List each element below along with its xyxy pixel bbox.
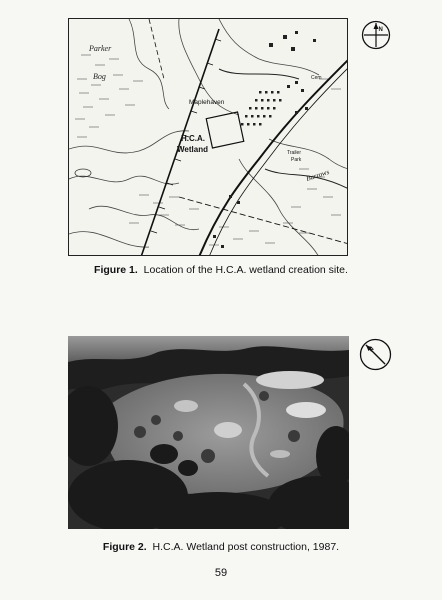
map-label-maplehaven: Maplehaven bbox=[189, 99, 225, 106]
boundary-line bbox=[179, 197, 348, 244]
contour-line bbox=[89, 206, 199, 230]
map-label-hca: H.C.A. bbox=[181, 134, 205, 143]
map-label-park: Park bbox=[291, 157, 302, 163]
figure2-caption-text: H.C.A. Wetland post construction, 1987. bbox=[152, 541, 340, 553]
figure1-label: Figure 1. bbox=[94, 264, 138, 276]
marsh-area-bottom bbox=[129, 195, 309, 245]
contour-line bbox=[69, 232, 149, 247]
contour-line bbox=[269, 139, 348, 169]
compass-n-label: N bbox=[378, 27, 383, 33]
map-label-parker: Parker bbox=[89, 44, 112, 53]
compass-n-label: N bbox=[368, 346, 376, 354]
figure1-caption bbox=[40, 264, 402, 276]
figure2-caption bbox=[40, 541, 402, 553]
marsh-area-right bbox=[291, 79, 341, 215]
main-road-edge bbox=[209, 67, 348, 256]
contour-line bbox=[239, 159, 319, 256]
map-label-bog: Bog bbox=[93, 72, 106, 81]
pond-right bbox=[286, 402, 326, 418]
map-label-trailer: Trailer bbox=[287, 150, 301, 156]
figure2-label: Figure 2. bbox=[102, 541, 147, 553]
site-boundary bbox=[206, 112, 244, 148]
contour-line bbox=[129, 19, 169, 109]
contour-line bbox=[69, 131, 189, 153]
figure1-caption-text: Location of the H.C.A. wetland creation site. bbox=[143, 264, 348, 276]
north-arrow-compass-rotated bbox=[359, 338, 392, 371]
contour-line bbox=[69, 176, 179, 184]
pond-left bbox=[174, 400, 198, 412]
pond-lower bbox=[270, 450, 290, 458]
map-label-wetland: Wetland bbox=[177, 145, 208, 154]
figure2-aerial-photo bbox=[68, 336, 349, 529]
map-label-barrows: Barrows bbox=[305, 167, 331, 183]
north-arrow-compass bbox=[361, 20, 391, 50]
figure1-map bbox=[68, 18, 348, 256]
pond-center bbox=[214, 422, 242, 438]
pond-upper bbox=[256, 371, 324, 389]
topographic-map bbox=[69, 19, 348, 256]
main-road bbox=[199, 59, 348, 256]
map-label-cem: Cem bbox=[311, 75, 322, 81]
secondary-road bbox=[219, 69, 299, 79]
maplehaven-houses bbox=[213, 31, 316, 248]
page-number: 59 bbox=[214, 567, 228, 579]
marsh-area-left bbox=[75, 55, 143, 137]
